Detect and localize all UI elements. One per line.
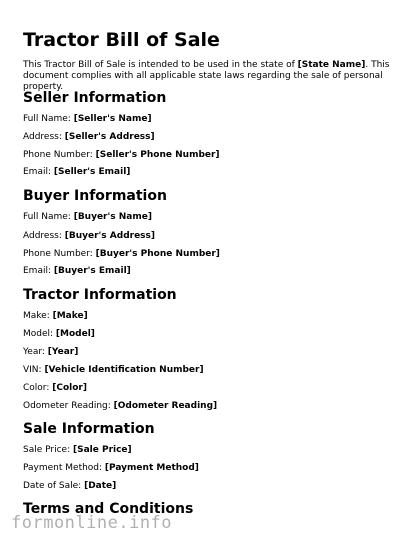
field-label: Phone Number:	[23, 150, 96, 160]
field-value: [Vehicle Identification Number]	[44, 365, 204, 375]
tractor-make	[23, 311, 88, 322]
sale-price	[23, 445, 132, 456]
field-value: [Buyer's Name]	[73, 212, 152, 222]
tractor-year	[23, 347, 78, 358]
field-label: Email:	[23, 167, 54, 177]
buyer-full-name	[23, 212, 152, 223]
intro-paragraph	[23, 60, 403, 93]
field-label: Address:	[23, 231, 65, 241]
intro-text-after: . This document complies with all applicable state laws regarding the sale of personal property.	[23, 60, 390, 92]
field-value: [Payment Method]	[104, 463, 199, 473]
page-title: Tractor Bill of Sale	[23, 29, 220, 51]
field-label: Odometer Reading:	[23, 401, 114, 411]
buyer-heading: Buyer Information	[23, 188, 167, 204]
field-label: Payment Method:	[23, 463, 105, 473]
seller-address	[23, 132, 155, 143]
field-label: Full Name:	[23, 114, 74, 124]
field-value: [Seller's Name]	[73, 114, 152, 124]
field-label: Color:	[23, 383, 53, 393]
seller-phone	[23, 150, 220, 161]
tractor-model	[23, 329, 95, 340]
field-value: [Make]	[52, 311, 88, 321]
tractor-color	[23, 383, 87, 394]
field-value: [Odometer Reading]	[113, 401, 218, 411]
watermark: formonline.info	[11, 513, 173, 533]
tractor-vin	[23, 365, 204, 376]
sale-date	[23, 481, 116, 492]
field-value: [Sale Price]	[72, 445, 132, 455]
seller-email	[23, 167, 130, 178]
buyer-address	[23, 231, 155, 242]
field-label: Sale Price:	[23, 445, 73, 455]
buyer-email	[23, 266, 131, 277]
seller-full-name	[23, 114, 152, 125]
field-value: [Model]	[55, 329, 95, 339]
field-value: [Seller's Email]	[53, 167, 131, 177]
tractor-odometer	[23, 401, 217, 412]
field-value: [Color]	[52, 383, 87, 393]
field-label: Address:	[23, 132, 65, 142]
field-label: Phone Number:	[23, 249, 96, 259]
buyer-phone	[23, 249, 220, 260]
field-label: VIN:	[23, 365, 45, 375]
seller-heading: Seller Information	[23, 90, 167, 106]
field-label: Full Name:	[23, 212, 74, 222]
sale-heading: Sale Information	[23, 421, 155, 437]
terms-heading: Terms and Conditions	[23, 501, 194, 517]
field-value: [Seller's Address]	[64, 132, 155, 142]
field-label: Email:	[23, 266, 54, 276]
field-label: Make:	[23, 311, 53, 321]
field-value: [Year]	[47, 347, 79, 357]
field-label: Date of Sale:	[23, 481, 85, 491]
field-value: [Buyer's Phone Number]	[95, 249, 220, 259]
sale-payment-method	[23, 463, 199, 474]
intro-state-placeholder: [State Name]	[297, 60, 366, 70]
field-value: [Buyer's Email]	[53, 266, 131, 276]
tractor-heading: Tractor Information	[23, 287, 177, 303]
field-value: [Buyer's Address]	[64, 231, 156, 241]
field-value: [Seller's Phone Number]	[95, 150, 220, 160]
intro-text-before: This Tractor Bill of Sale is intended to be used in the state of	[23, 60, 298, 70]
field-label: Model:	[23, 329, 56, 339]
field-label: Year:	[23, 347, 48, 357]
field-value: [Date]	[84, 481, 117, 491]
